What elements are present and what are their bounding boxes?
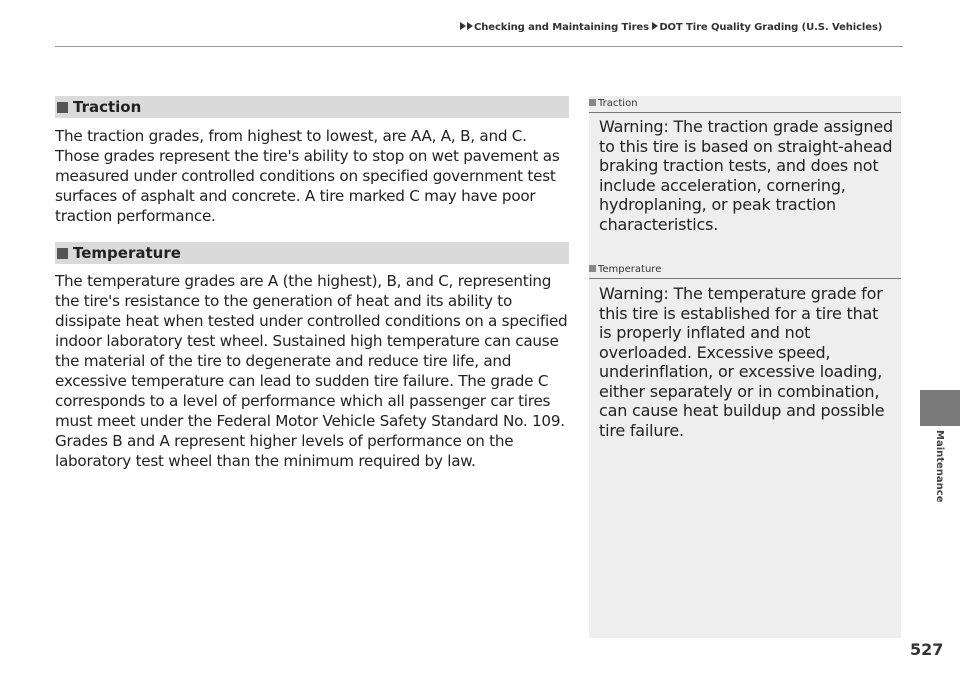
section-heading-temperature [55,242,569,264]
breadcrumb-item-dot-grading[interactable]: DOT Tire Quality Grading (U.S. Vehicles) [659,22,883,33]
note-title-traction [589,98,901,109]
chapter-tab[interactable] [920,390,960,426]
chapter-tab-label: Maintenance [934,430,945,503]
breadcrumb [460,22,882,33]
section-heading-text: Temperature [73,244,181,262]
section-square-icon [57,248,68,259]
note-marker-icon [589,265,596,272]
section-square-icon [57,102,68,113]
breadcrumb-arrow-icon [652,22,658,30]
note-temperature-text: Warning: The temperature grade for this tire is established for a tire that is properly inflated and not overloaded. Excessive speed, underinflation, or excessive loading, either separately or in combination, can cause heat buildup and possible tire failure. [599,284,885,440]
note-title-text: Temperature [598,264,662,275]
page-number: 527 [910,640,944,659]
header-divider [55,46,903,47]
breadcrumb-arrow-icon [460,22,466,30]
note-title-temperature [589,264,901,275]
breadcrumb-item-tires[interactable]: Checking and Maintaining Tires [474,22,649,33]
note-title-text: Traction [598,98,638,109]
note-traction-text: Warning: The traction grade assigned to this tire is based on straight-ahead braking traction tests, and does not include acceleration, cornering, hydroplaning, or peak traction characteristics. [599,117,893,234]
traction-body: The traction grades, from highest to lowest, are AA, A, B, and C. Those grades represent the tire's ability to stop on wet pavement as measured under controlled conditions on specified government test surfaces of asphalt and concrete. A tire marked C may have poor traction performance. [55,127,560,225]
section-heading-traction [55,96,569,118]
note-marker-icon [589,99,596,106]
section-heading-text: Traction [73,98,142,116]
temperature-body: The temperature grades are A (the highest), B, and C, representing the tire's resistance to the generation of heat and its ability to dissipate heat when tested under controlled conditions on a specified indoor laboratory test wheel. Sustained high temperature can cause the material of the tire to degenerate and reduce tire life, and excessive temperature can lead to sudden tire failure. The grade C corresponds to a level of performance which all passenger car tires must meet under the Federal Motor Vehicle Safety Standard No. 109. Grades B and A represent higher levels of performance on the laboratory test wheel than the minimum required by law. [55,272,568,470]
breadcrumb-arrow-icon [467,22,473,30]
note-divider [589,112,901,113]
note-divider [589,278,901,279]
